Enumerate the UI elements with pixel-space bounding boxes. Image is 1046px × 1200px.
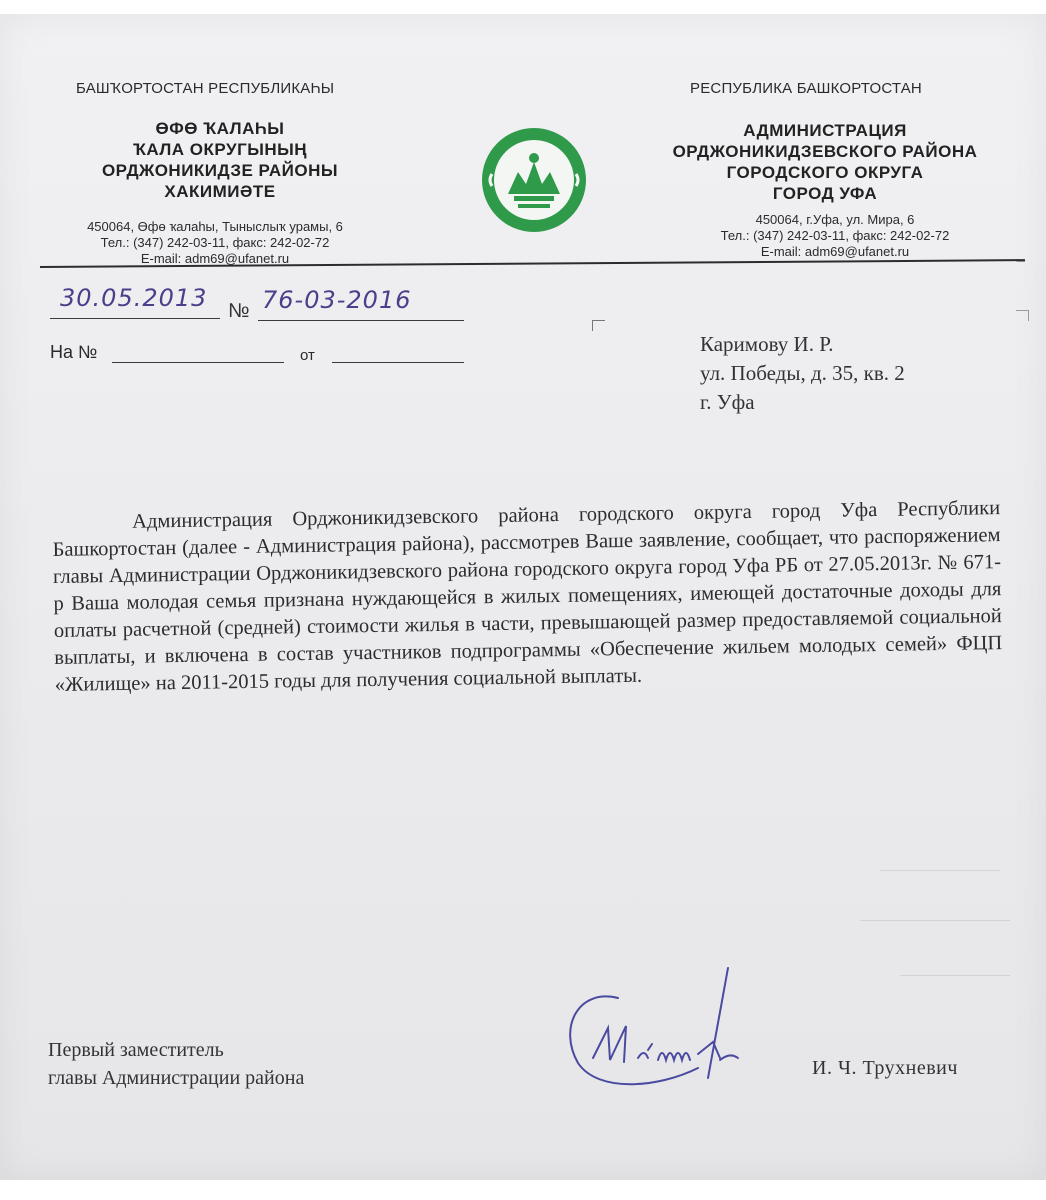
corner-mark [1016,310,1029,321]
left-org-line: ОРДЖОНИКИДЗЕ РАЙОНЫ [101,161,339,180]
handwritten-signature [548,958,788,1098]
left-contacts [40,219,390,267]
right-email: E-mail: adm69@ufanet.ru [760,244,910,259]
bashkortostan-emblem-icon [478,124,590,236]
addressee-block [700,330,905,417]
number-underline [258,320,464,321]
corner-mark [592,320,605,331]
right-org-line: ГОРОД УФА [772,184,878,203]
signer-position-line1: Первый заместитель [48,1039,224,1061]
show-through-mark [880,870,1000,871]
left-email: E-mail: adm69@ufanet.ru [140,251,290,266]
right-phone: Тел.: (347) 242-03-11, факс: 242-02-72 [720,228,950,243]
reference-date-underline [332,362,464,363]
right-org-line: ГОРОДСКОГО ОКРУГА [726,163,924,182]
left-org-line: ҠАЛА ОКРУГЫНЫҢ [132,140,308,159]
right-contacts [660,212,1010,260]
left-address: 450064, Өфө ҡалаһы, Тыныслыҡ урамы, 6 [87,219,343,234]
paragraph-indent [52,528,132,529]
right-republic-name: РЕСПУБЛИКА БАШКОРТОСТАН [690,80,922,97]
addressee-name: Каримову И. Р. [700,332,834,356]
left-republic-name: БАШҠОРТОСТАН РЕСПУБЛИКАҺЫ [76,80,335,97]
signer-position [48,1036,304,1092]
letter-paragraph: Администрация Орджоникидзевского района городского округа город Уфа Республики Башкортостан (далее - Администрация района), рассмотрев Ваше заявление, сообщает, что распоряжением главы Администрации Орджоникидзевского района городского округа город Уфа РБ от 27.05.2013г. № 671-р Ваша молодая семья признана нуждающейся в жилых помещениях, имеющей достаточные доходы для оплаты расчетной (средней) стоимости жилья в части, превышающей размер предоставляемой социальной выплаты, и включена в состав участников подпрограммы «Обеспечение жильем молодых семей» ФЦП «Жилище» на 2011-2015 годы для получения социальной выплаты. [52,497,1003,696]
left-org-name [60,118,380,202]
reference-number-label: На № [50,342,98,362]
letter-body [52,495,1003,699]
right-org-line: ОРДЖОНИКИДЗЕВСКОГО РАЙОНА [672,142,978,161]
reference-number-underline [112,362,284,363]
outgoing-number: 76-03-2016 [262,286,412,314]
addressee-street: ул. Победы, д. 35, кв. 2 [700,361,905,385]
signer-name: И. Ч. Трухневич [812,1057,958,1079]
left-org-line: ӨФӨ ҠАЛАҺЫ [155,119,285,138]
signer-position-line2: главы Администрации района [48,1067,305,1089]
reference-date-label: от [300,347,315,364]
outgoing-date: 30.05.2013 [60,284,208,312]
show-through-mark [860,920,1010,921]
right-org-line: АДМИНИСТРАЦИЯ [743,121,907,140]
outgoing-number-label: № [228,300,250,322]
left-phone: Тел.: (347) 242-03-11, факс: 242-02-72 [100,235,330,250]
right-address: 450064, г.Уфа, ул. Мира, 6 [755,212,915,227]
right-org-name [640,120,1010,204]
left-org-line: ХАКИМИӘТЕ [164,182,276,201]
date-underline [50,318,220,319]
addressee-city: г. Уфа [700,390,755,414]
show-through-mark [900,975,1010,976]
